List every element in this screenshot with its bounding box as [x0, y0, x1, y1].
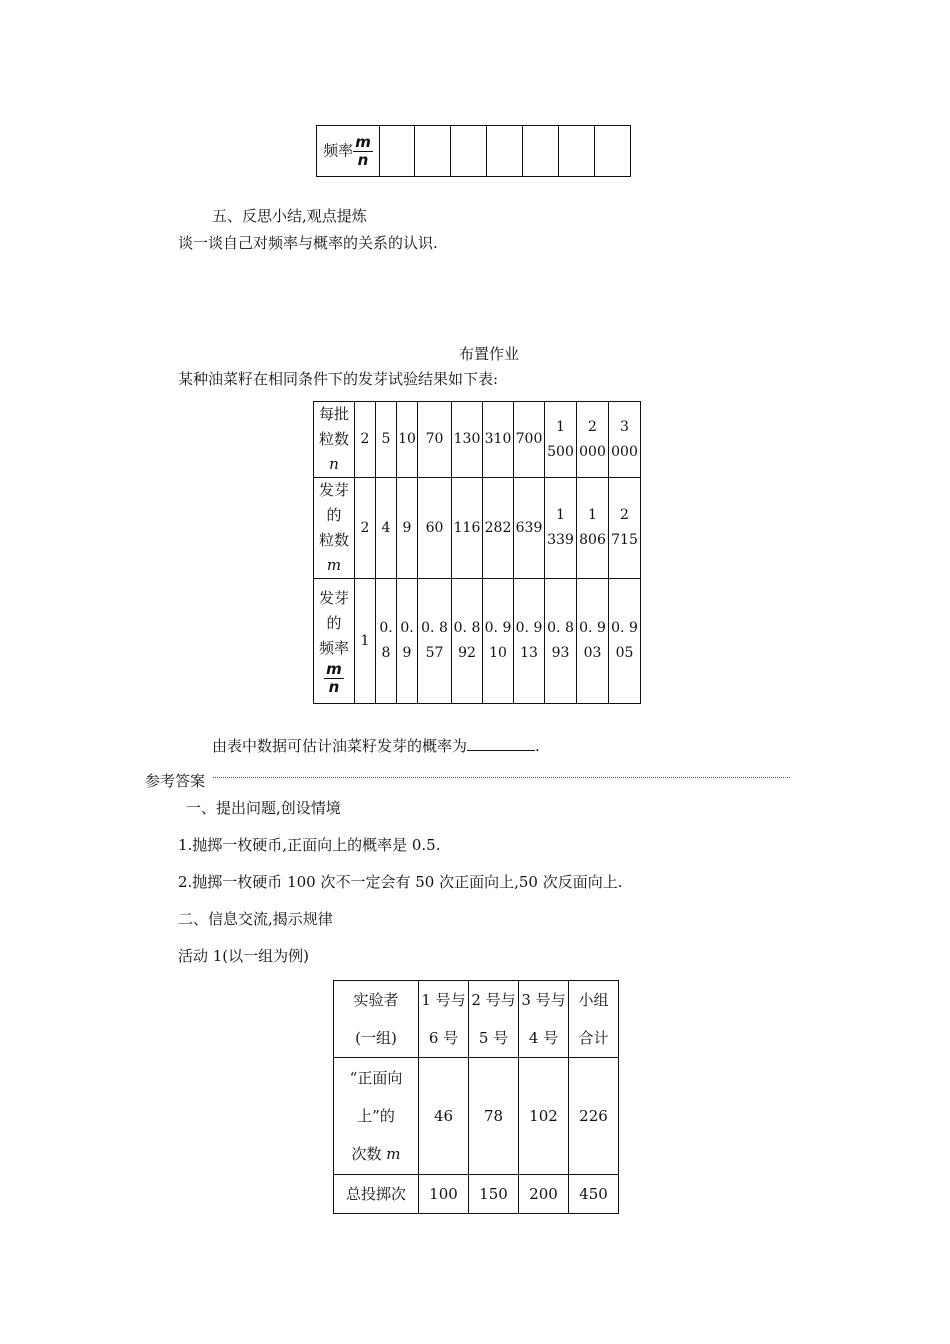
cell-line: 1: [556, 418, 565, 435]
table-cell: [609, 579, 641, 704]
cell-line: 130: [453, 431, 481, 447]
table-cell: [452, 402, 483, 478]
cell-line: 1: [556, 507, 565, 523]
cell-line: 2: [620, 507, 629, 523]
answers-s1-item2: 2.抛掷一枚硬币 100 次不一定会有 50 次正面向上,50 次反面向上.: [178, 873, 623, 891]
answers-activity1: 活动 1(以一组为例): [178, 947, 310, 965]
cell-line: 5: [381, 431, 391, 447]
cell-line: 4: [381, 519, 391, 536]
fraction: [353, 134, 373, 169]
table-cell: [376, 579, 397, 704]
answers-s1-heading: 一、提出问题,创设情境: [186, 799, 341, 817]
table-cell: [559, 126, 595, 177]
cell-line: 粒数: [318, 430, 349, 448]
section5-body: 谈一谈自己对频率与概率的关系的认识.: [178, 234, 438, 252]
cell-line: 1: [588, 507, 597, 523]
table-cell: [609, 478, 641, 579]
cell-line: 0. 9: [484, 620, 512, 636]
cell-line: 9: [402, 645, 412, 661]
cell-line: 2: [360, 519, 370, 536]
cell-line: 13: [520, 645, 538, 661]
table-cell: [545, 579, 577, 704]
cell-line: 发芽: [318, 481, 349, 499]
cell-line: 000: [611, 443, 638, 460]
cell-line: 116: [453, 519, 481, 536]
cell-line: 9: [402, 519, 412, 536]
cell-line: 合计: [578, 1029, 609, 1047]
cell-line: 2: [360, 431, 370, 447]
table-cell: 100: [419, 1175, 469, 1214]
table-cell: [397, 478, 418, 579]
cell-line: 0.: [379, 620, 393, 636]
answers-label: 参考答案: [145, 772, 206, 790]
cell-line: 339: [547, 532, 574, 548]
table-cell: [523, 126, 559, 177]
table-row: [334, 1058, 619, 1175]
cell-line: 2: [588, 418, 597, 435]
cell-line: 3: [620, 418, 629, 435]
row-header-lines: [314, 586, 354, 661]
cell-line: 05: [615, 645, 634, 661]
cell-line: (一组): [355, 1029, 397, 1047]
table-cell: 226: [569, 1058, 619, 1175]
column-header: [569, 981, 619, 1058]
table-cell: [355, 478, 376, 579]
table-cell: [609, 402, 641, 478]
table-cell: [418, 402, 452, 478]
cell-line: 0. 9: [515, 620, 543, 636]
table-cell: 46: [419, 1058, 469, 1175]
row-label-text: 频率: [323, 141, 354, 159]
fraction-numerator: m: [355, 132, 371, 151]
table-cell: [376, 402, 397, 478]
cell-line: 0.: [400, 620, 414, 636]
coin-toss-table: [333, 980, 619, 1214]
table-cell: [577, 402, 609, 478]
column-header: [519, 981, 569, 1058]
cell-line: 实验者: [353, 991, 399, 1009]
cell-line: 8: [381, 645, 391, 661]
cell-line: 的: [326, 614, 342, 632]
homework-title: 布置作业: [459, 345, 520, 363]
row-header: [314, 478, 355, 579]
table-cell: 150: [469, 1175, 519, 1214]
table-cell: [577, 579, 609, 704]
table-cell: [355, 402, 376, 478]
table-cell: 102: [519, 1058, 569, 1175]
row-header: 总投掷次: [334, 1175, 419, 1214]
cell-line: 0. 8: [453, 620, 481, 636]
column-header: [419, 981, 469, 1058]
cell-line: 03: [583, 645, 602, 661]
cell-line: 4 号: [528, 1029, 559, 1047]
table-cell: [355, 579, 376, 704]
cell-line: 700: [515, 431, 543, 447]
homework-intro: 某种油菜籽在相同条件下的发芽试验结果如下表:: [178, 370, 499, 388]
cell-line: 70: [425, 431, 444, 447]
column-header: [469, 981, 519, 1058]
cell-line: 粒数: [318, 531, 349, 549]
fraction: [324, 661, 344, 696]
table-cell: [380, 126, 415, 177]
table-cell: [418, 579, 452, 704]
cell-line: 715: [611, 532, 638, 548]
cell-line: 10: [398, 431, 416, 447]
table-cell: 450: [569, 1175, 619, 1214]
table-row: [334, 1175, 619, 1214]
table-cell: [483, 579, 514, 704]
cell-line: 0. 8: [547, 620, 574, 636]
cell-line: 60: [425, 519, 444, 536]
question-period: .: [535, 737, 540, 755]
cell-line: 10: [489, 645, 507, 661]
cell-line: 0. 9: [611, 620, 638, 636]
table-cell: [483, 478, 514, 579]
cell-line: 806: [579, 532, 606, 548]
cell-line: 282: [484, 519, 512, 536]
cell-line: 93: [551, 645, 570, 661]
row-label: [317, 126, 380, 177]
cell-line: 的: [326, 506, 342, 524]
table-cell: [452, 579, 483, 704]
table-cell: [595, 126, 631, 177]
answers-s1-item1: 1.抛掷一枚硬币,正面向上的概率是 0.5.: [178, 836, 441, 854]
variable-m: m: [386, 1145, 401, 1163]
fraction-denominator: n: [357, 150, 369, 169]
cell-line: n: [329, 455, 339, 473]
question-text: 由表中数据可估计油菜籽发芽的概率为: [212, 737, 468, 755]
cell-line: 500: [547, 443, 574, 460]
table-row: [314, 402, 641, 478]
cell-line: 000: [579, 443, 606, 460]
cell-line: “正面向: [349, 1069, 403, 1087]
fraction-denominator: n: [328, 678, 340, 696]
cell-line: 小组: [578, 991, 609, 1009]
cell-line: 发芽: [318, 589, 349, 607]
cell-line: 每批: [318, 405, 349, 423]
cell-line: 次数 m: [351, 1145, 401, 1163]
section5-heading: 五、反思小结,观点提炼: [212, 207, 367, 225]
cell-line: 310: [484, 431, 512, 447]
table-cell: [397, 402, 418, 478]
dotted-divider: [213, 777, 790, 778]
table-row: [314, 478, 641, 579]
row-header: [334, 1058, 419, 1175]
cell-line: 1 号与: [421, 991, 466, 1009]
cell-line: 上”的: [357, 1107, 395, 1125]
cell-line: 0. 8: [421, 620, 448, 636]
cell-line: 1: [360, 632, 370, 649]
table-cell: [514, 579, 545, 704]
cell-line: 2 号与: [471, 991, 516, 1009]
table-row: [334, 981, 619, 1058]
cell-line: 5 号: [478, 1029, 509, 1047]
table-row: [314, 579, 641, 704]
cell-line: 0. 9: [579, 620, 606, 636]
frequency-table-top: [316, 125, 631, 177]
table-cell: [577, 478, 609, 579]
table-cell: [415, 126, 451, 177]
answers-s2-heading: 二、信息交流,揭示规律: [178, 910, 333, 928]
answer-blank: [467, 736, 535, 751]
table-cell: 200: [519, 1175, 569, 1214]
fraction-numerator: m: [326, 660, 342, 678]
table-cell: 78: [469, 1058, 519, 1175]
cell-line: 92: [458, 645, 476, 661]
table-cell: [545, 402, 577, 478]
table-cell: [397, 579, 418, 704]
cell-line: 639: [515, 519, 543, 536]
cell-line: 6 号: [428, 1029, 459, 1047]
homework-question: [212, 735, 540, 756]
table-cell: [418, 478, 452, 579]
row-header: [314, 579, 355, 704]
table-cell: [451, 126, 487, 177]
table-cell: [514, 402, 545, 478]
cell-line: 57: [425, 645, 444, 661]
germination-table: [313, 401, 641, 704]
table-cell: [545, 478, 577, 579]
column-header: [334, 981, 419, 1058]
row-header: [314, 402, 355, 478]
table-cell: [487, 126, 523, 177]
cell-line: 频率: [318, 639, 349, 657]
table-cell: [452, 478, 483, 579]
table-row: [317, 126, 631, 177]
cell-line: m: [326, 556, 342, 574]
table-cell: [376, 478, 397, 579]
table-cell: [514, 478, 545, 579]
table-cell: [483, 402, 514, 478]
cell-line: 3 号与: [521, 991, 566, 1009]
